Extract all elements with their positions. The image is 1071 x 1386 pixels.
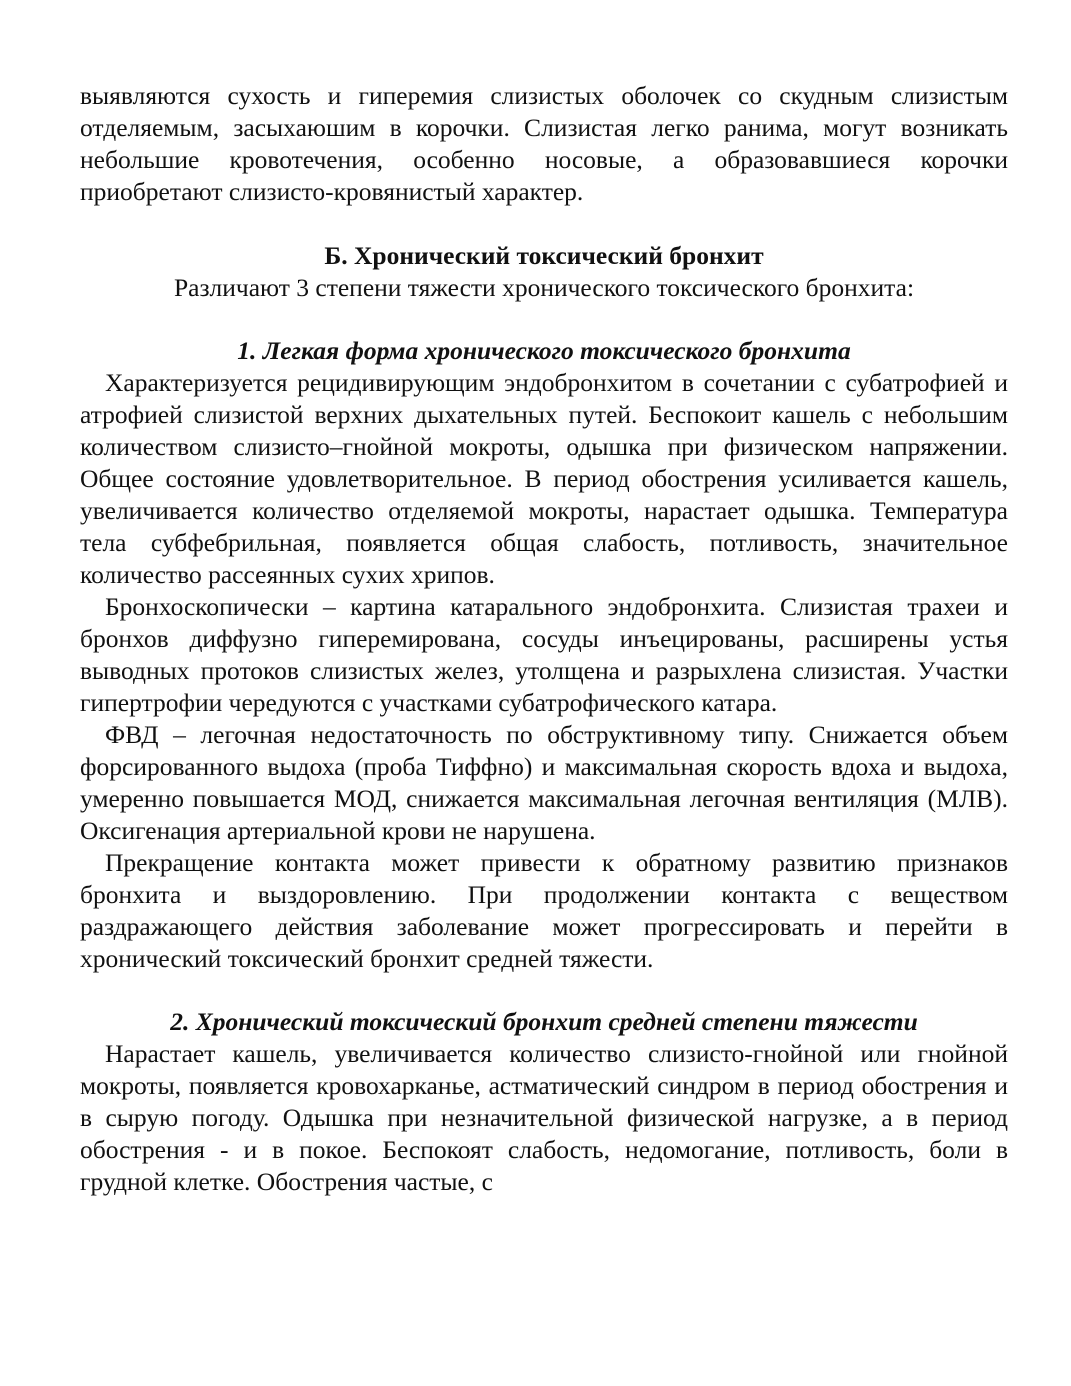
form1-paragraph-1: Характеризуется рецидивирующим эндобронхитом в сочетании с субатрофией и атрофией слизистой верхних дыхательных путей. Беспокоит кашель с небольшим количеством слизисто–гнойной мокроты, одышка при физическом напряжении. Общее состояние удовлетворительное. В период обострения усиливается кашель, увеличивается количество отделяемой мокроты, нарастает одышка. Температура тела субфебрильная, появляется общая слабость, потливость, значительное количество рассеянных сухих хрипов. [80,368,1008,589]
intro-paragraph: выявляются сухость и гиперемия слизистых оболочек со скудным слизистым отделяемым, засыхаюшим в корочки. Слизистая легко ранима, могут возникать небольшие кровотечения, особенно носовые, а образовавшиеся корочки приобретают слизисто-кровянистый характер. [80,81,1008,206]
form1-title: 1. Легкая форма хронического токсического бронхита [237,336,851,365]
form2-title: 2. Хронический токсический бронхит средней степени тяжести [170,1007,918,1036]
form1-paragraph-3: ФВД – легочная недостаточность по обструктивному типу. Снижается объем форсированного выдоха (проба Тиффно) и максимальная скорость вдоха и выдоха, умеренно повышается МОД, снижается максимальная легочная вентиляция (МЛВ). Оксигенация артериальной крови не нарушена. [80,720,1008,845]
form1-paragraph-2: Бронхоскопически – картина катарального эндобронхита. Слизистая трахеи и бронхов диффузно гиперемирована, сосуды инъецированы, расширены устья выводных протоков слизистых желез, утолщена и разрыхлена слизистая. Участки гипертрофии чередуются с участками субатрофического катара. [80,592,1008,717]
form2-paragraph-1: Нарастает кашель, увеличивается количество слизисто-гнойной или гнойной мокроты, появляется кровохарканье, астматический синдром в период обострения и в сырую погоду. Одышка при незначительной физической нагрузке, а в период обострения - и в покое. Беспокоят слабость, недомогание, потливость, боли в грудной клетке. Обострения частые, с [80,1039,1008,1196]
section-b-subtitle: Различают 3 степени тяжести хронического токсического бронхита: [173,273,915,302]
section-b-title: Б. Хронический токсический бронхит [324,241,764,270]
document-page [80,80,1008,1198]
form1-paragraph-4: Прекращение контакта может привести к обратному развитию признаков бронхита и выздоровлению. При продолжении контакта с веществом раздражающего действия заболевание может прогрессировать и перейти в хронический токсический бронхит средней тяжести. [80,848,1008,973]
